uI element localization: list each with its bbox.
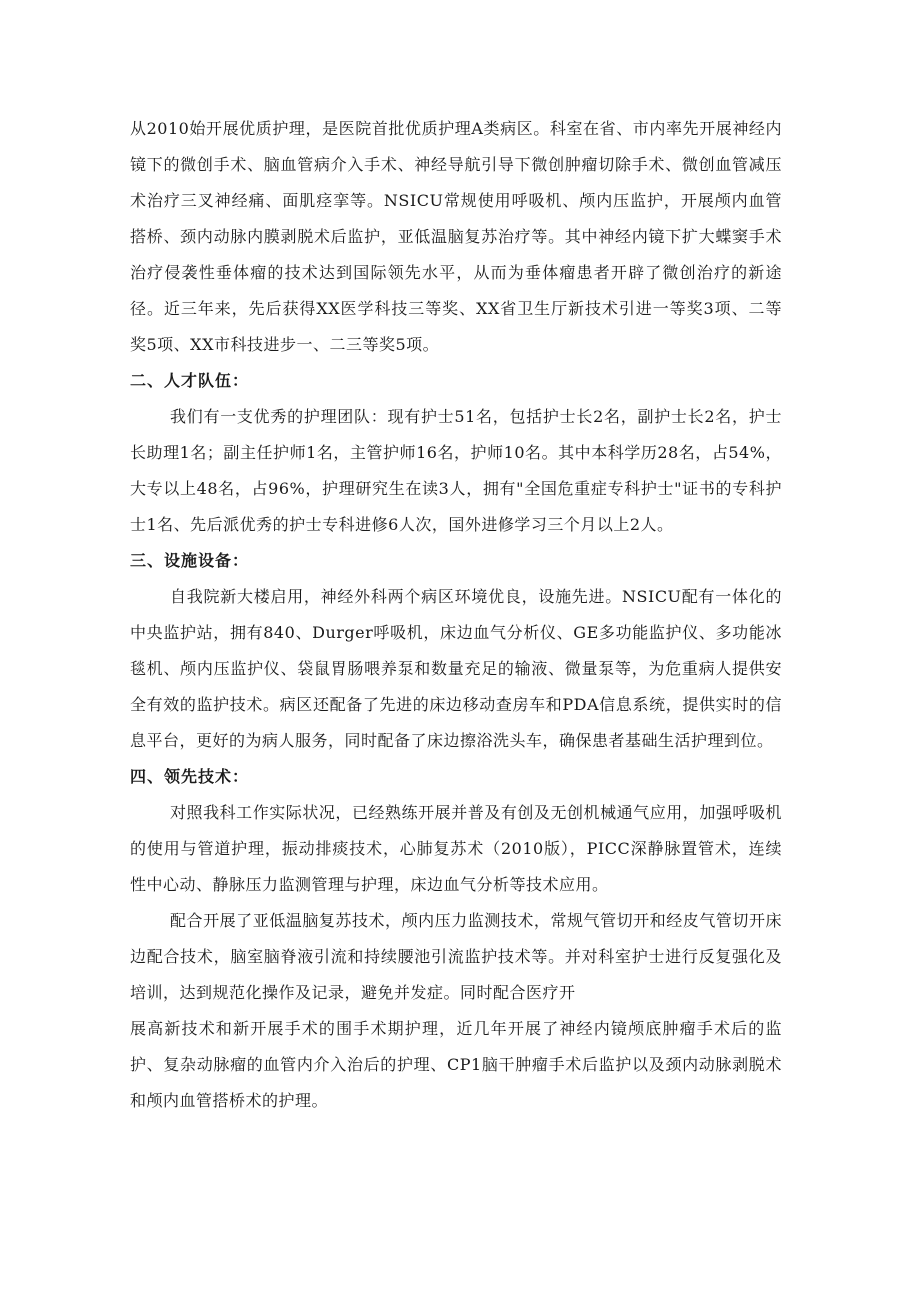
leading-technology-paragraph-1: 对照我科工作实际状况，已经熟练开展并普及有创及无创机械通气应用，加强呼吸机的使用与管道护理，振动排痰技术，心肺复苏术（2010版），PICC深静脉置管术，连续性中心动、静脉压力监测管理与护理，床边血气分析等技术应用。 [130,803,782,894]
talent-team-paragraph: 我们有一支优秀的护理团队：现有护士51名，包括护士长2名，副护士长2名，护士长助理1名；副主任护师1名，主管护师16名，护师10名。其中本科学历28名，占54%，大专以上48名，占96%，护理研究生在读3人，拥有"全国危重症专科护士"证书的专科护士1名、先后派优秀的护士专科进修6人次，国外进修学习三个月以上2人。 [130,407,782,534]
section-heading-talent-team: 二、人才队伍： [130,371,250,390]
section-heading-leading-technology: 四、领先技术： [130,767,250,786]
facilities-paragraph: 自我院新大楼启用，神经外科两个病区环境优良，设施先进。NSICU配有一体化的中央监护站，拥有840、Durger呼吸机，床边血气分析仪、GE多功能监护仪、多功能冰毯机、颅内压监护仪、袋鼠胃肠喂养泵和数量充足的输液、微量泵等，为危重病人提供安全有效的监护技术。病区还配备了先进的床边移动查房车和PDA信息系统，提供实时的信息平台，更好的为病人服务，同时配备了床边擦浴洗头车，确保患者基础生活护理到位。 [130,587,782,750]
leading-technology-paragraph-3: 展高新技术和新开展手术的围手术期护理，近几年开展了神经内镜颅底肿瘤手术后的监护、复杂动脉瘤的血管内介入治后的护理、CP1脑干肿瘤手术后监护以及颈内动脉剥脱术和颅内血管搭桥术的护理。 [130,1019,782,1110]
document-page [130,111,782,1119]
section-heading-facilities: 三、设施设备： [130,551,250,570]
leading-technology-paragraph-2: 配合开展了亚低温脑复苏技术，颅内压力监测技术，常规气管切开和经皮气管切开床边配合技术，脑室脑脊液引流和持续腰池引流监护技术等。并对科室护士进行反复强化及培训，达到规范化操作及记录，避免并发症。同时配合医疗开 [130,911,782,1002]
intro-paragraph: 从2010始开展优质护理，是医院首批优质护理A类病区。科室在省、市内率先开展神经内镜下的微创手术、脑血管病介入手术、神经导航引导下微创肿瘤切除手术、微创血管减压术治疗三叉神经痛、面肌痉挛等。NSICU常规使用呼吸机、颅内压监护，开展颅内血管搭桥、颈内动脉内膜剥脱术后监护，亚低温脑复苏治疗等。其中神经内镜下扩大蝶窦手术治疗侵袭性垂体瘤的技术达到国际领先水平，从而为垂体瘤患者开辟了微创治疗的新途径。近三年来，先后获得XX医学科技三等奖、XX省卫生厅新技术引进一等奖3项、二等奖5项、XX市科技进步一、二三等奖5项。 [130,119,782,354]
